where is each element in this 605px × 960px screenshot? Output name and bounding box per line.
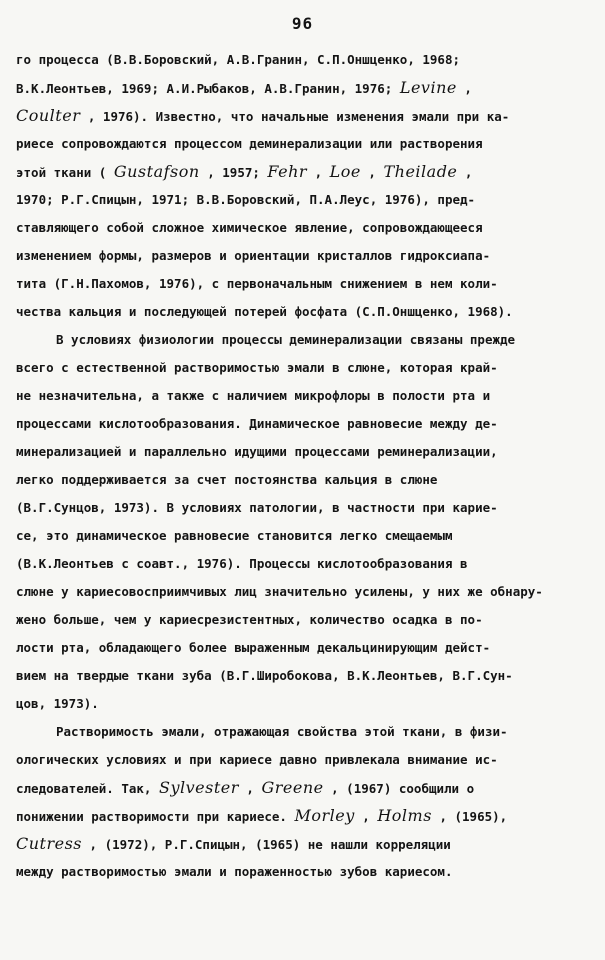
text-line	[16, 270, 591, 298]
typed-text: ставляющего собой сложное химическое явление, сопровождающееся	[16, 220, 483, 235]
typed-text: тита (Г.Н.Пахомов, 1976), с первоначальным снижением в нем коли-	[16, 276, 498, 291]
typed-text: В условиях физиологии процессы деминерализации связаны прежде	[56, 332, 516, 347]
typed-text: не незначительна, а также с наличием микрофлоры в полости рта и	[16, 388, 491, 403]
text-line	[16, 494, 591, 522]
text-line	[16, 634, 591, 662]
text-line	[16, 354, 591, 382]
typed-text: легко поддерживается за счет постоянства кальция в слюне	[16, 472, 438, 487]
text-line	[16, 830, 591, 858]
text-line	[16, 130, 591, 158]
typed-text: се, это динамическое равновесие становится легко смещаемым	[16, 528, 453, 543]
typed-text: слюне у кариесовосприимчивых лиц значительно усилены, у них же обнару-	[16, 584, 543, 599]
typed-text: ,	[456, 81, 472, 96]
handwritten-name: Cutress	[16, 834, 83, 853]
text-line	[16, 578, 591, 606]
typed-text: лости рта, обладающего более выраженным декальцинирующим дейст-	[16, 640, 491, 655]
typed-text: ,	[360, 165, 384, 180]
typed-text: , (1967) сообщили о	[323, 781, 475, 796]
typed-text: риесе сопровождаются процессом деминерализации или растворения	[16, 136, 483, 151]
handwritten-name: Gustafson	[113, 162, 200, 181]
typed-text: жено больше, чем у кариесрезистентных, количество осадка в по-	[16, 612, 483, 627]
typed-text: чества кальция и последующей потерей фосфата (С.П.Оншценко, 1968).	[16, 304, 513, 319]
handwritten-name: Sylvester	[159, 778, 239, 797]
text-line	[16, 410, 591, 438]
typed-text: го процесса (В.В.Боровский, А.В.Гранин, С.П.Оншценко, 1968;	[16, 52, 461, 67]
typed-text: 1970; Р.Г.Спицын, 1971; В.В.Боровский, П.А.Леус, 1976), пред-	[16, 192, 476, 207]
typed-text: ,	[238, 781, 262, 796]
handwritten-name: Fehr	[267, 162, 308, 181]
text-line	[16, 242, 591, 270]
typed-text: Растворимость эмали, отражающая свойства этой ткани, в физи-	[56, 724, 508, 739]
text-line	[16, 718, 591, 746]
typed-text: ,	[307, 165, 330, 180]
handwritten-name: Coulter	[16, 106, 81, 125]
handwritten-name: Holms	[377, 806, 432, 825]
text-line	[16, 690, 591, 718]
typed-text: процессами кислотообразования. Динамическое равновесие между де-	[16, 416, 498, 431]
typed-text: ологических условиях и при кариесе давно привлекала внимание ис-	[16, 752, 498, 767]
typed-text: , 1976). Известно, что начальные изменения эмали при ка-	[80, 109, 510, 124]
text-line	[16, 746, 591, 774]
handwritten-name: Loe	[329, 162, 361, 181]
typed-text: вием на твердые ткани зуба (В.Г.Широбокова, В.К.Леонтьев, В.Г.Сун-	[16, 668, 513, 683]
text-line	[16, 74, 591, 102]
text-line	[16, 466, 591, 494]
text-line	[16, 102, 591, 130]
typed-text: следователей. Так,	[16, 781, 159, 796]
typed-text: этой ткани (	[16, 165, 114, 180]
text-line	[16, 158, 591, 186]
typed-text: ,	[457, 165, 473, 180]
handwritten-name: Levine	[399, 78, 457, 97]
text-line	[16, 522, 591, 550]
typed-text: изменением формы, размеров и ориентации кристаллов гидроксиапа-	[16, 248, 491, 263]
text-line	[16, 46, 591, 74]
typed-text: цов, 1973).	[16, 696, 99, 711]
text-line	[16, 186, 591, 214]
text-line	[16, 774, 591, 802]
text-line	[16, 662, 591, 690]
typed-text: , (1972), Р.Г.Спицын, (1965) не нашли корреляции	[82, 837, 451, 852]
typed-text: (В.К.Леонтьев с соавт., 1976). Процессы кислотообразования в	[16, 556, 468, 571]
typed-text: понижении растворимости при кариесе.	[16, 809, 295, 824]
typed-text: между растворимостью эмали и пораженностью зубов кариесом.	[16, 864, 453, 879]
text-line	[16, 606, 591, 634]
text-line	[16, 550, 591, 578]
typed-text: , (1965),	[431, 809, 508, 824]
text-line	[16, 858, 591, 886]
typed-text: В.К.Леонтьев, 1969; А.И.Рыбаков, А.В.Гранин, 1976;	[16, 81, 400, 96]
text-line	[16, 326, 591, 354]
text-line	[16, 298, 591, 326]
body-text	[16, 46, 591, 886]
text-line	[16, 438, 591, 466]
typed-text: минерализацией и параллельно идущими процессами реминерализации,	[16, 444, 498, 459]
typed-text: (В.Г.Сунцов, 1973). В условиях патологии, в частности при кариe-	[16, 500, 498, 515]
text-line	[16, 382, 591, 410]
handwritten-name: Morley	[294, 806, 355, 825]
text-line	[16, 214, 591, 242]
handwritten-name: Greene	[261, 778, 324, 797]
handwritten-name: Theilade	[383, 162, 458, 181]
page-number: 96	[291, 14, 314, 33]
typed-text: , 1957;	[199, 165, 268, 180]
typed-text: всего с естественной растворимостью эмали в слюне, которая край-	[16, 360, 498, 375]
text-line	[16, 802, 591, 830]
typed-text: ,	[354, 809, 378, 824]
